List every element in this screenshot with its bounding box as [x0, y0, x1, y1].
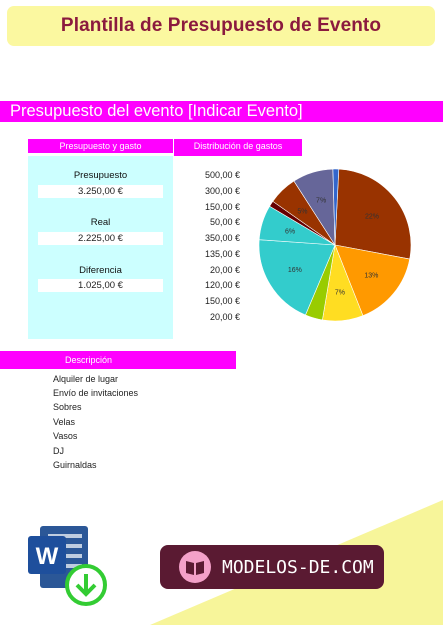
pie-slice-label: 16% — [287, 267, 302, 275]
amount-item: 150,00 € — [204, 202, 240, 212]
description-header: Descripción — [65, 355, 113, 365]
budget-value: 3.250,00 € — [38, 185, 163, 198]
list-item: Velas — [53, 417, 76, 427]
distribution-header: Distribución de gastos — [174, 139, 302, 153]
pie-slice-label: 7% — [316, 197, 327, 205]
distribution-underline — [174, 153, 302, 156]
list-item: Vasos — [53, 431, 78, 441]
section-header — [0, 101, 443, 122]
amount-item: 20,00 € — [209, 265, 240, 275]
actual-label: Real — [90, 217, 111, 228]
budget-label: Presupuesto — [73, 170, 128, 181]
download-arrow-icon — [64, 563, 108, 607]
pie-slice-label: 22% — [364, 213, 380, 221]
svg-text:W: W — [35, 543, 59, 570]
amount-item: 350,00 € — [204, 233, 240, 243]
list-item: Guirnaldas — [53, 460, 97, 470]
title-banner — [7, 6, 435, 46]
difference-label: Diferencia — [79, 265, 122, 276]
page-title: Plantilla de Presupuesto de Evento — [60, 15, 382, 36]
pie-slice-label: 13% — [364, 272, 379, 280]
amount-item: 135,00 € — [204, 249, 240, 259]
list-item: DJ — [53, 446, 64, 456]
actual-value: 2.225,00 € — [38, 232, 163, 245]
pie-slice-label: 5% — [297, 208, 308, 216]
difference-value: 1.025,00 € — [38, 279, 163, 292]
brand-logo — [160, 545, 384, 589]
amount-item: 150,00 € — [204, 296, 240, 306]
amount-item: 300,00 € — [204, 186, 240, 196]
list-item: Envío de invitaciones — [53, 388, 139, 398]
book-icon — [178, 550, 212, 584]
list-item: Sobres — [53, 402, 82, 412]
amount-item: 120,00 € — [204, 280, 240, 290]
expense-pie-chart — [255, 165, 415, 325]
description-header-bar — [0, 351, 236, 369]
budget-panel — [28, 156, 173, 339]
budget-header: Presupuesto y gasto — [28, 139, 173, 153]
pie-slice-label: 6% — [284, 228, 296, 236]
brand-text: MODELOS-DE.COM — [222, 556, 374, 578]
pie-slice-label: 7% — [334, 289, 346, 297]
list-item: Alquiler de lugar — [53, 374, 119, 384]
amount-item: 500,00 € — [204, 170, 240, 180]
amount-item: 50,00 € — [209, 217, 240, 227]
amount-item: 20,00 € — [209, 312, 240, 322]
section-title: Presupuesto del evento [Indicar Evento] — [10, 102, 303, 120]
